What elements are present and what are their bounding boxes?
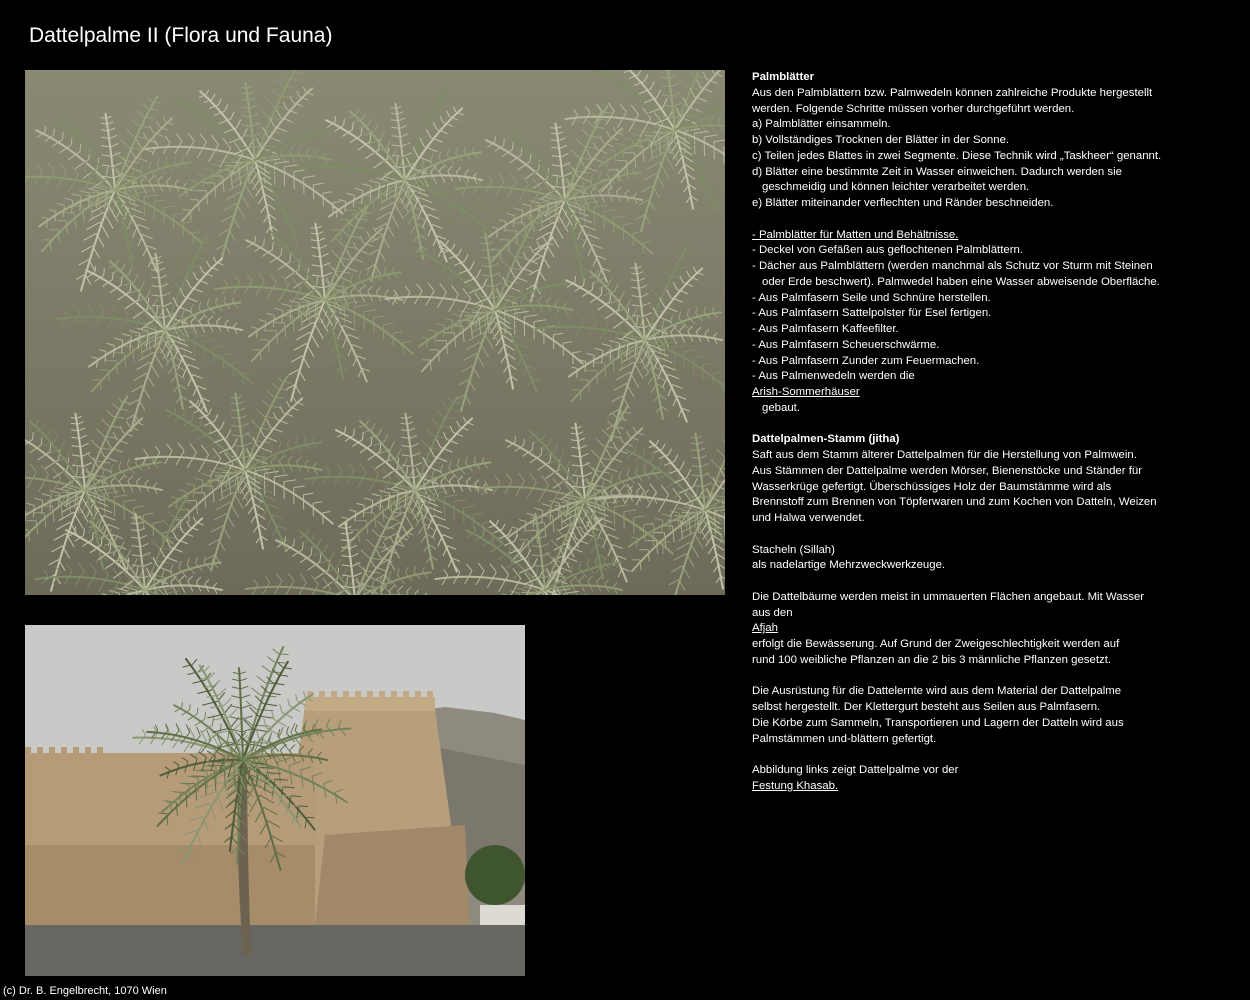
text-line: selbst hergestellt. Der Klettergurt besteht aus Seilen aus Palmfasern. (752, 701, 1101, 713)
text-line: - Deckel von Gefäßen aus geflochtenen Palmblättern. (752, 244, 1023, 257)
fort-palm-image (25, 625, 525, 976)
text-line: b) Vollständiges Trocknen der Blätter in der Sonne. (752, 134, 1010, 146)
info-text (752, 70, 1222, 795)
text-line: Die Dattelbäume werden meist in ummauerten Flächen angebaut. Mit Wasser (752, 590, 1145, 603)
text-line: - Aus Palmfasern Sattelpolster für Esel fertigen. (752, 307, 992, 320)
text-line: und Halwa verwendet. (752, 512, 865, 524)
text-line: Abbildung links zeigt Dattelpalme vor der (752, 764, 959, 776)
text-line: Palmstämmen und-blättern gefertigt. (752, 732, 937, 745)
text-line: Brennstoff zum Brennen von Töpferwaren und zum Kochen von Datteln, Weizen (752, 496, 1157, 509)
text-line: erfolgt die Bewässerung. Auf Grund der Zweigeschlechtigkeit werden auf (752, 638, 1120, 650)
text-line: - Aus Palmfasern Zunder zum Feuermachen. (752, 354, 980, 367)
fort-palm-photo (25, 625, 525, 976)
text-line: Saft aus dem Stamm älterer Dattelpalmen für die Herstellung von Palmwein. (752, 449, 1137, 461)
text-line: e) Blätter miteinander verflechten und Ränder beschneiden. (752, 197, 1054, 209)
text-line: rund 100 weibliche Pflanzen an die 2 bis 3 männliche Pflanzen gesetzt. (752, 653, 1112, 666)
text-line: oder Erde beschwert). Palmwedel haben eine Wasser abweisende Oberfläche. (762, 275, 1160, 288)
text-line: Aus den Palmblättern bzw. Palmwedeln können zahlreiche Produkte hergestellt (752, 86, 1153, 99)
palm-grove-photo (25, 70, 725, 595)
text-line: geschmeidig und können leichter verarbeitet werden. (762, 181, 1030, 194)
text-line: Die Ausrüstung für die Dattelernte wird aus dem Material der Dattelpalme (752, 685, 1122, 698)
text-line: - Aus Palmenwedeln werden die (752, 370, 915, 383)
palm-grove-image (25, 70, 725, 595)
subheading-matten: - Palmblätter für Matten und Behältnisse. (752, 228, 959, 241)
text-line: a) Palmblätter einsammeln. (752, 118, 891, 131)
text-line: - Aus Palmfasern Scheuerschwärme. (752, 338, 940, 351)
text-line: Stacheln (Sillah) (752, 543, 835, 556)
text-line: als nadelartige Mehrzweckwerkzeuge. (752, 559, 946, 572)
link-afjah[interactable]: Afjah (752, 622, 778, 635)
link-arish-sommerhaeuser[interactable]: Arish-Sommerhäuser (752, 386, 860, 398)
text-line: - Aus Palmfasern Seile und Schnüre herstellen. (752, 291, 991, 304)
footer-copyright: (c) Dr. B. Engelbrecht, 1070 Wien (3, 985, 167, 997)
text-line: Wasserkrüge gefertigt. Überschüssiges Holz der Baumstämme wird als (752, 480, 1112, 493)
section-heading-stamm: Dattelpalmen-Stamm (jitha) (752, 433, 900, 446)
text-line: aus den (752, 606, 793, 619)
text-line: c) Teilen jedes Blattes in zwei Segmente. Diese Technik wird „Taskheer“ genannt. (752, 149, 1162, 162)
text-line: Die Körbe zum Sammeln, Transportieren und Lagern der Datteln wird aus (752, 716, 1124, 729)
page-title: Dattelpalme II (Flora und Fauna) (29, 24, 333, 47)
section-heading-palmblaetter: Palmblätter (752, 71, 815, 83)
text-line: d) Blätter eine bestimmte Zeit in Wasser einweichen. Dadurch werden sie (752, 165, 1122, 178)
text-line: - Aus Palmfasern Kaffeefilter. (752, 323, 899, 335)
text-line: Aus Stämmen der Dattelpalme werden Mörser, Bienenstöcke und Ständer für (752, 464, 1143, 477)
text-line: werden. Folgende Schritte müssen vorher durchgeführt werden. (752, 102, 1075, 115)
text-line: - Dächer aus Palmblättern (werden manchmal als Schutz vor Sturm mit Steinen (752, 260, 1153, 272)
link-festung-khasab[interactable]: Festung Khasab. (752, 779, 839, 792)
text-line: gebaut. (762, 401, 801, 414)
